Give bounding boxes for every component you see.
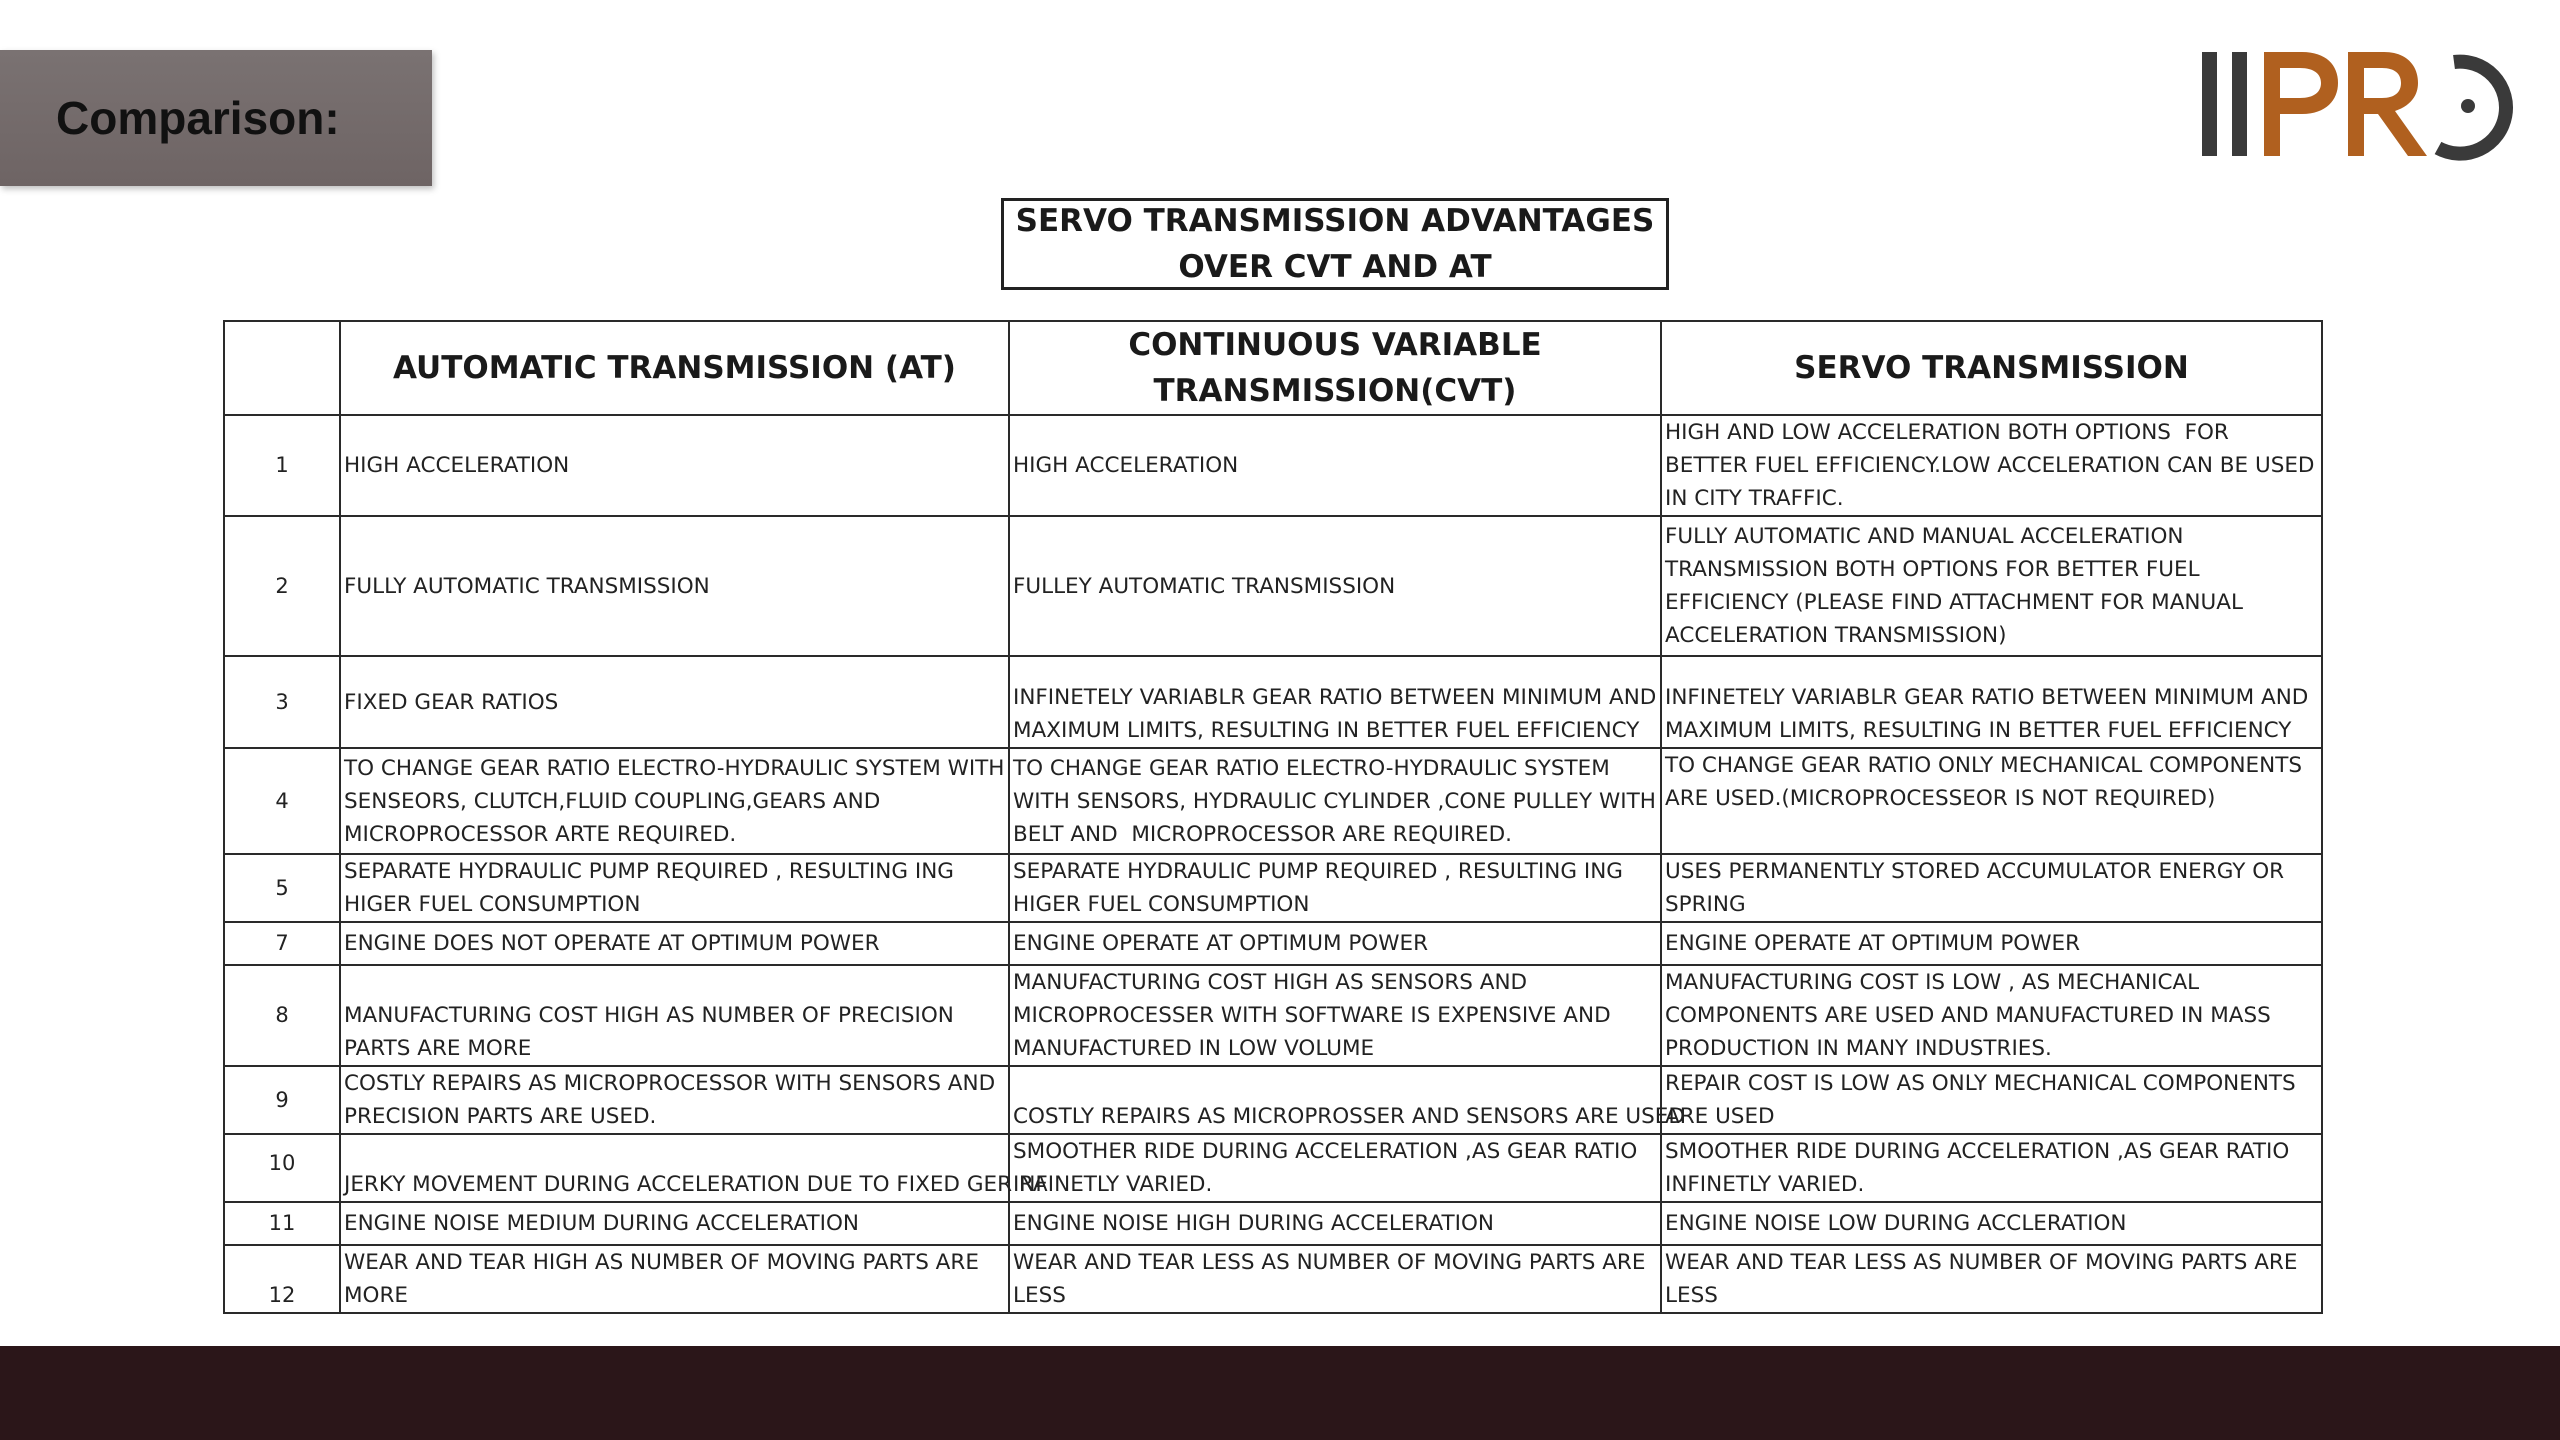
row-number: 9 (224, 1066, 340, 1134)
cell-cvt: SEPARATE HYDRAULIC PUMP REQUIRED , RESULTING ING HIGER FUEL CONSUMPTION (1009, 854, 1661, 922)
table-row (224, 656, 2322, 748)
section-label: Comparison: (56, 92, 340, 144)
document-title (1001, 198, 1669, 290)
cell-servo: ENGINE NOISE LOW DURING ACCLERATION (1661, 1202, 2322, 1245)
cell-cvt: INFINETELY VARIABLR GEAR RATIO BETWEEN MINIMUM AND MAXIMUM LIMITS, RESULTING IN BETTER FUEL EFFICIENCY (1009, 656, 1661, 748)
cell-at: MANUFACTURING COST HIGH AS NUMBER OF PRECISION PARTS ARE MORE (340, 965, 1009, 1066)
cell-at: ENGINE DOES NOT OPERATE AT OPTIMUM POWER (340, 922, 1009, 965)
header-automatic-transmission: AUTOMATIC TRANSMISSION (AT) (340, 321, 1009, 415)
table-row (224, 922, 2322, 965)
cell-cvt: SMOOTHER RIDE DURING ACCELERATION ,AS GEAR RATIO INFINETLY VARIED. (1009, 1134, 1661, 1202)
row-number: 1 (224, 415, 340, 516)
table-row (224, 748, 2322, 854)
cell-servo: MANUFACTURING COST IS LOW , AS MECHANICAL COMPONENTS ARE USED AND MANUFACTURED IN MASS PRODUCTION IN MANY INDUSTRIES. (1661, 965, 2322, 1066)
row-number: 11 (224, 1202, 340, 1245)
cell-at: COSTLY REPAIRS AS MICROPROCESSOR WITH SENSORS AND PRECISION PARTS ARE USED. (340, 1066, 1009, 1134)
row-number: 5 (224, 854, 340, 922)
header-cvt (1009, 321, 1661, 415)
cell-at: SEPARATE HYDRAULIC PUMP REQUIRED , RESULTING ING HIGER FUEL CONSUMPTION (340, 854, 1009, 922)
cell-servo: TO CHANGE GEAR RATIO ONLY MECHANICAL COMPONENTS ARE USED.(MICROPROCESSEOR IS NOT REQUIRED) (1661, 748, 2322, 854)
row-number: 12 (224, 1245, 340, 1313)
header-cvt-line-2: TRANSMISSION(CVT) (1153, 373, 1517, 409)
cell-at: WEAR AND TEAR HIGH AS NUMBER OF MOVING PARTS ARE MORE (340, 1245, 1009, 1313)
cell-servo: INFINETELY VARIABLR GEAR RATIO BETWEEN MINIMUM AND MAXIMUM LIMITS, RESULTING IN BETTER FUEL EFFICIENCY (1661, 656, 2322, 748)
cell-servo: HIGH AND LOW ACCELERATION BOTH OPTIONS FOR BETTER FUEL EFFICIENCY.LOW ACCELERATION CAN BE USED IN CITY TRAFFIC. (1661, 415, 2322, 516)
table-row (224, 415, 2322, 516)
table-header-row (224, 321, 2322, 415)
cell-at: FULLY AUTOMATIC TRANSMISSION (340, 516, 1009, 656)
document-title-line-2: OVER CVT AND AT (1178, 249, 1492, 285)
cell-cvt: WEAR AND TEAR LESS AS NUMBER OF MOVING PARTS ARE LESS (1009, 1245, 1661, 1313)
cell-at: ENGINE NOISE MEDIUM DURING ACCELERATION (340, 1202, 1009, 1245)
table-row (224, 1245, 2322, 1313)
cell-at: HIGH ACCELERATION (340, 415, 1009, 516)
cell-cvt: FULLEY AUTOMATIC TRANSMISSION (1009, 516, 1661, 656)
row-number: 4 (224, 748, 340, 854)
cell-servo: FULLY AUTOMATIC AND MANUAL ACCELERATION TRANSMISSION BOTH OPTIONS FOR BETTER FUEL EFFICIENCY (PLEASE FIND ATTACHMENT FOR MANUAL ACCELERATION TRANSMISSION) (1661, 516, 2322, 656)
document-title-line-1: SERVO TRANSMISSION ADVANTAGES (1015, 203, 1655, 239)
row-number: 8 (224, 965, 340, 1066)
table-row (224, 854, 2322, 922)
cell-cvt: COSTLY REPAIRS AS MICROPROSSER AND SENSORS ARE USED (1009, 1066, 1661, 1134)
section-tab (0, 50, 432, 186)
header-servo-transmission: SERVO TRANSMISSION (1661, 321, 2322, 415)
cell-servo: ENGINE OPERATE AT OPTIMUM POWER (1661, 922, 2322, 965)
cell-cvt: TO CHANGE GEAR RATIO ELECTRO-HYDRAULIC SYSTEM WITH SENSORS, HYDRAULIC CYLINDER ,CONE PULLEY WITH BELT AND MICROPROCESSOR ARE REQUIRED. (1009, 748, 1661, 854)
cell-cvt: HIGH ACCELERATION (1009, 415, 1661, 516)
cell-cvt: ENGINE OPERATE AT OPTIMUM POWER (1009, 922, 1661, 965)
cell-cvt: ENGINE NOISE HIGH DURING ACCELERATION (1009, 1202, 1661, 1245)
table-row (224, 1202, 2322, 1245)
cell-servo: WEAR AND TEAR LESS AS NUMBER OF MOVING PARTS ARE LESS (1661, 1245, 2322, 1313)
header-number (224, 321, 340, 415)
cell-at: FIXED GEAR RATIOS (340, 656, 1009, 748)
comparison-table (223, 320, 2323, 1314)
cell-servo: SMOOTHER RIDE DURING ACCELERATION ,AS GEAR RATIO INFINETLY VARIED. (1661, 1134, 2322, 1202)
row-number: 3 (224, 656, 340, 748)
table-row (224, 516, 2322, 656)
header-cvt-line-1: CONTINUOUS VARIABLE (1128, 327, 1542, 363)
iipr-logo (2198, 40, 2522, 170)
footer-bar (0, 1346, 2560, 1440)
table-row (224, 965, 2322, 1066)
cell-at: TO CHANGE GEAR RATIO ELECTRO-HYDRAULIC SYSTEM WITH SENSEORS, CLUTCH,FLUID COUPLING,GEARS AND MICROPROCESSOR ARTE REQUIRED. (340, 748, 1009, 854)
row-number: 2 (224, 516, 340, 656)
cell-servo: REPAIR COST IS LOW AS ONLY MECHANICAL COMPONENTS ARE USED (1661, 1066, 2322, 1134)
row-number: 7 (224, 922, 340, 965)
table-row (224, 1066, 2322, 1134)
cell-cvt: MANUFACTURING COST HIGH AS SENSORS AND MICROPROCESSER WITH SOFTWARE IS EXPENSIVE AND MANUFACTURED IN LOW VOLUME (1009, 965, 1661, 1066)
row-number: 10 (224, 1134, 340, 1202)
table-row (224, 1134, 2322, 1202)
cell-servo: USES PERMANENTLY STORED ACCUMULATOR ENERGY OR SPRING (1661, 854, 2322, 922)
cell-at: JERKY MOVEMENT DURING ACCELERATION DUE TO FIXED GER RA (340, 1134, 1009, 1202)
